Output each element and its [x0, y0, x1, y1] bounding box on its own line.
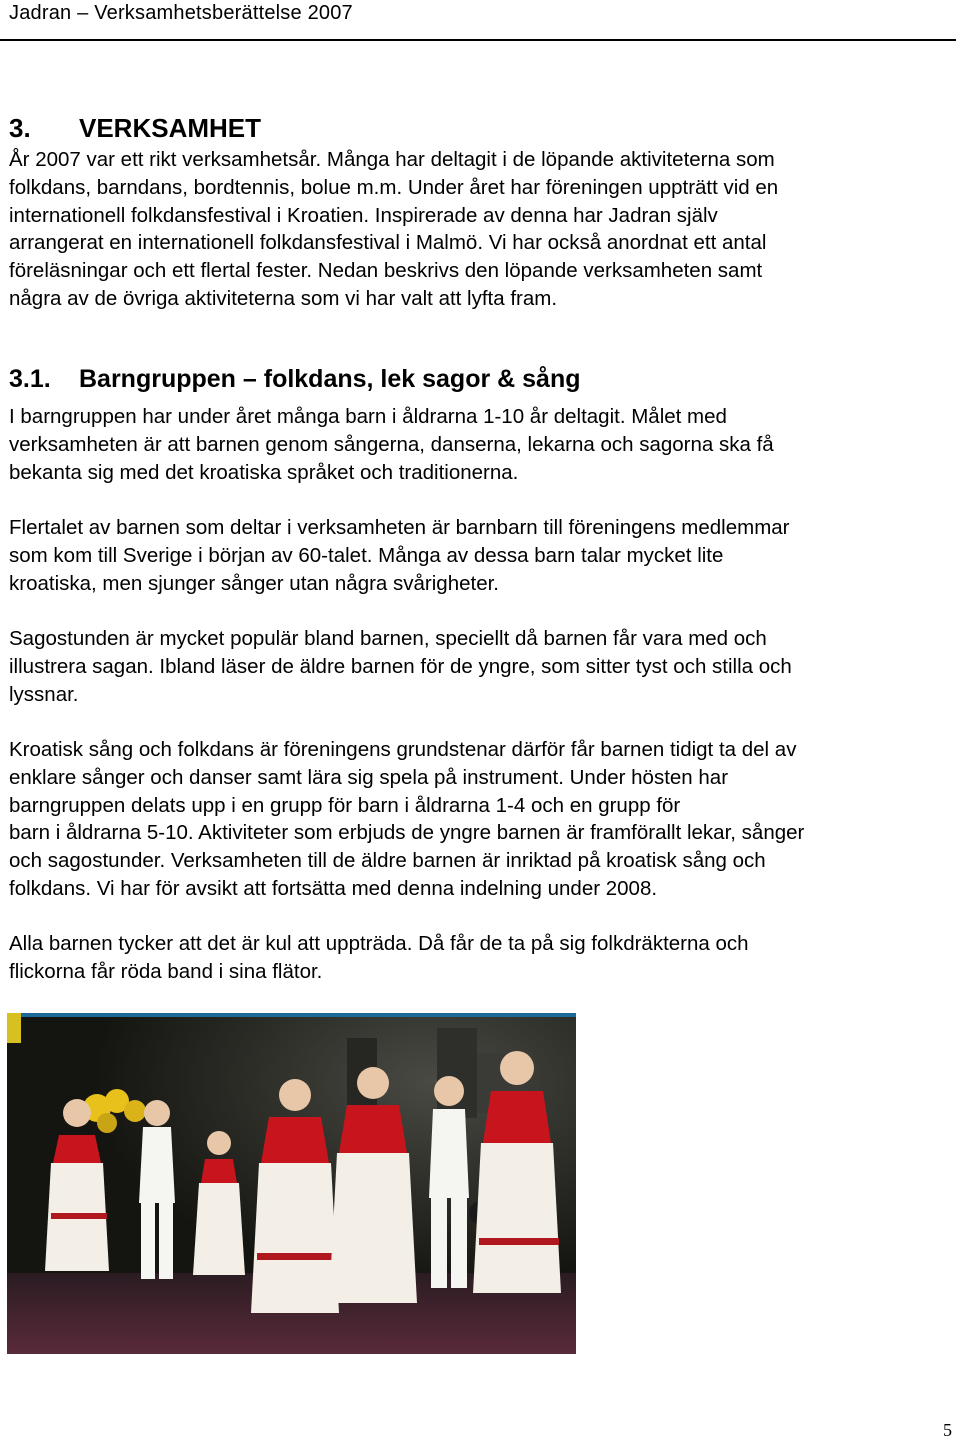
body-paragraph [9, 930, 954, 986]
text-line: Alla barnen tycker att det är kul att uppträda. Då får de ta på sig folkdräkterna och [9, 932, 749, 955]
text-line: barngruppen delats upp i en grupp för barn i åldrarna 1-4 och en grupp för [9, 793, 681, 817]
body-paragraph [9, 625, 954, 708]
text-line: I barngruppen har under året många barn i åldrarna 1-10 år deltagit. Målet med [9, 405, 727, 428]
section-title: VERKSAMHET [79, 113, 262, 143]
text-line: internationell folkdansfestival i Kroatien. Inspirerade av denna har Jadran själv [9, 203, 718, 227]
children-folk-dance-photo [7, 1013, 576, 1354]
text-line: flickorna får röda band i sina flätor. [9, 959, 323, 983]
text-line: några av de övriga aktiviteterna som vi har valt att lyfta fram. [9, 286, 558, 310]
subsection-heading [9, 365, 581, 394]
text-line: År 2007 var ett rikt verksamhetsår. Många har deltagit i de löpande aktiviteterna som [9, 148, 775, 171]
text-line: illustrera sagan. Ibland läser de äldre barnen för de yngre, som sitter tyst och stilla och [9, 654, 792, 678]
text-line: bekanta sig med det kroatiska språket och traditionerna. [9, 460, 519, 484]
text-line: och sagostunder. Verksamheten till de äldre barnen är inriktad på kroatisk sång och [9, 849, 766, 873]
text-line: kroatiska, men sjunger sånger utan några svårigheter. [9, 571, 499, 595]
text-line: Kroatisk sång och folkdans är föreningens grundstenar därför får barnen tidigt ta del av [9, 738, 797, 761]
header-divider [0, 39, 956, 41]
body-paragraph [9, 403, 954, 486]
section-number: 3. [9, 113, 31, 143]
page-header-title: Jadran – Verksamhetsberättelse 2007 [9, 2, 353, 24]
body-paragraph [9, 736, 954, 903]
text-line: Sagostunden är mycket populär bland barnen, speciellt då barnen får vara med och [9, 627, 767, 650]
text-line: verksamheten är att barnen genom sångerna, danserna, lekarna och sagorna ska få [9, 432, 774, 456]
body-paragraph [9, 514, 954, 597]
text-line: föreläsningar och ett flertal fester. Nedan beskrivs den löpande verksamheten samt [9, 259, 763, 283]
section-heading [9, 113, 261, 144]
page-number: 5 [943, 1420, 952, 1440]
text-line: folkdans. Vi har för avsikt att fortsätta med denna indelning under 2008. [9, 876, 658, 900]
subsection-title: Barngruppen – folkdans, lek sagor & sång [79, 365, 581, 393]
intro-paragraph [9, 146, 954, 313]
text-line: som kom till Sverige i början av 60-talet. Många av dessa barn talar mycket lite [9, 543, 724, 567]
text-line: enklare sånger och danser samt lära sig spela på instrument. Under hösten har [9, 765, 729, 789]
subsection-number: 3.1. [9, 365, 51, 393]
text-line: arrangerat en internationell folkdansfestival i Malmö. Vi har också anordnat ett antal [9, 231, 767, 255]
text-line: lyssnar. [9, 682, 79, 706]
text-line: barn i åldrarna 5-10. Aktiviteter som erbjuds de yngre barnen är framförallt lekar, sånger [9, 821, 805, 845]
text-line: Flertalet av barnen som deltar i verksamheten är barnbarn till föreningens medlemmar [9, 516, 790, 539]
text-line: folkdans, barndans, bordtennis, bolue m.m. Under året har föreningen uppträtt vid en [9, 175, 779, 199]
